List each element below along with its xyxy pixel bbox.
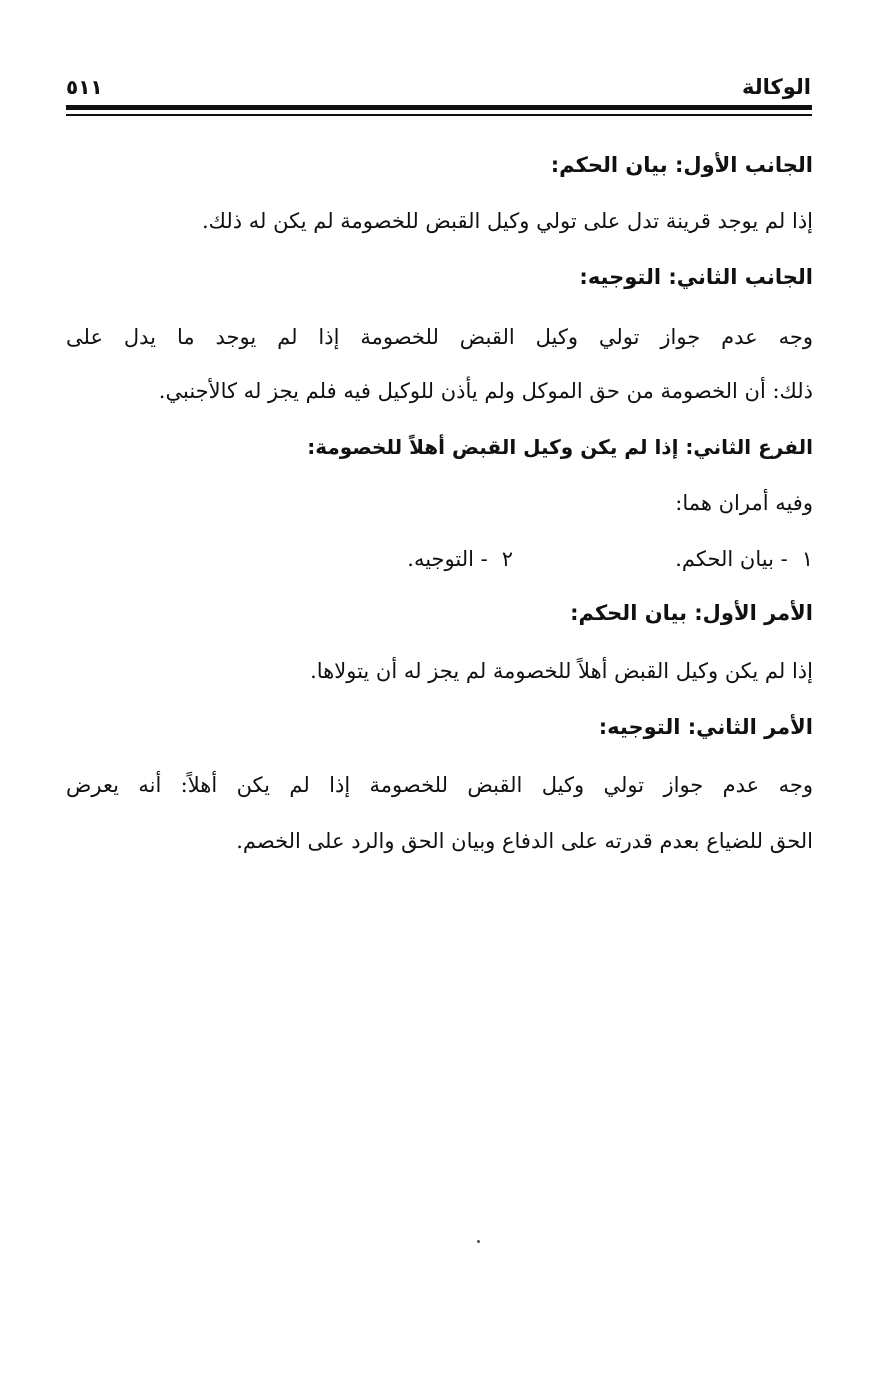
matter1-heading: الأمر الأول: بيان الحكم:	[570, 601, 813, 625]
aspect1-paragraph: إذا لم يوجد قرينة تدل على تولي وكيل القبض للخصومة لم يكن له ذلك.	[202, 209, 813, 233]
matter2-heading: الأمر الثاني: التوجيه:	[598, 715, 813, 739]
aspect2-heading: الجانب الثاني: التوجيه:	[579, 265, 813, 289]
matter2-paragraph-line-2: الحق للضياع بعدم قدرته على الدفاع وبيان الحق والرد على الخصم.	[236, 829, 813, 853]
list-item	[675, 542, 813, 576]
scan-speck	[477, 1240, 480, 1243]
page-number: ٥١١	[66, 75, 103, 99]
list-item-label: - بيان الحكم.	[675, 547, 788, 571]
matter1-paragraph: إذا لم يكن وكيل القبض أهلاً للخصومة لم يجز له أن يتولاها.	[310, 659, 813, 683]
branch2-heading: الفرع الثاني: إذا لم يكن وكيل القبض أهلاً للخصومة:	[307, 435, 813, 459]
header-rule-thin	[66, 114, 812, 116]
branch2-intro: وفيه أمران هما:	[675, 491, 813, 515]
chapter-title: الوكالة	[742, 75, 811, 99]
list-item-label: - التوجيه.	[407, 547, 488, 571]
aspect2-paragraph-line-1: وجه عدم جواز تولي وكيل القبض للخصومة إذا لم يوجد ما يدل على	[66, 325, 813, 349]
running-header	[66, 70, 811, 104]
header-rule-thick	[66, 105, 812, 110]
numbered-list	[260, 542, 813, 576]
list-item	[407, 542, 513, 576]
list-item-number: ٢	[501, 547, 513, 571]
list-item-number: ١	[801, 547, 813, 571]
matter2-paragraph-line-1: وجه عدم جواز تولي وكيل القبض للخصومة إذا لم يكن أهلاً: أنه يعرض	[66, 773, 813, 797]
aspect2-paragraph-line-2: ذلك: أن الخصومة من حق الموكل ولم يأذن للوكيل فيه فلم يجز له كالأجنبي.	[158, 379, 813, 403]
aspect1-heading: الجانب الأول: بيان الحكم:	[550, 153, 813, 177]
